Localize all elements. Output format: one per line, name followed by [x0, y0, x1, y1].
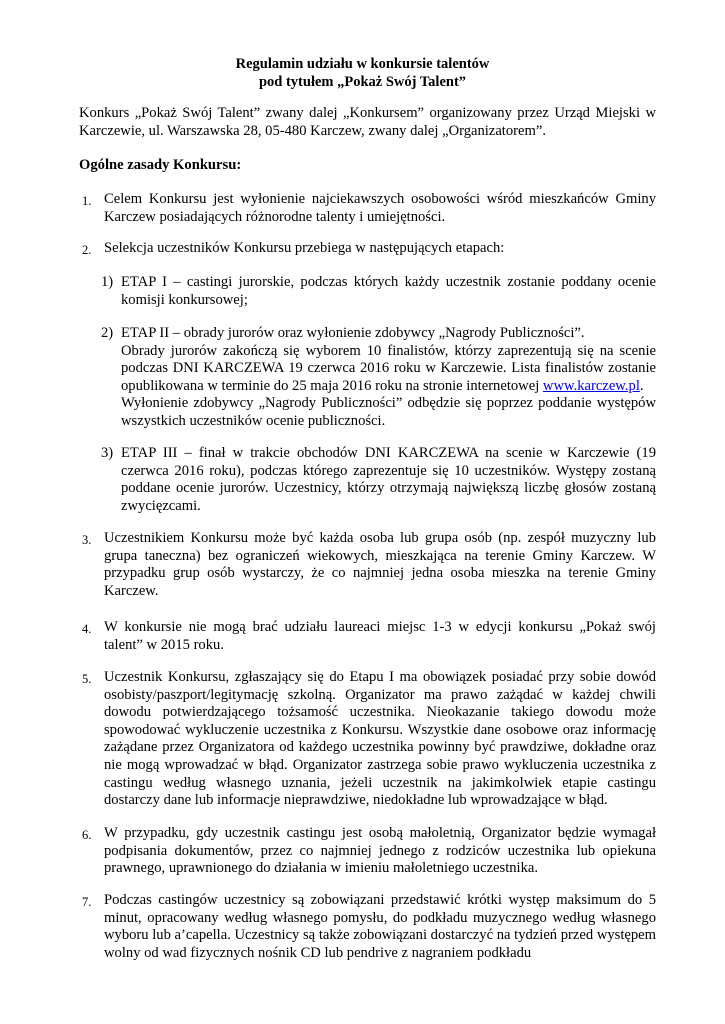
stage-paragraph	[121, 325, 656, 431]
document-title: Regulamin udziału w konkursie talentów	[235, 56, 490, 72]
item-number: 2.	[82, 243, 92, 257]
period: .	[639, 377, 644, 394]
item-number: 6.	[82, 828, 92, 842]
document-subtitle: pod tytułem „Pokaż Swój Talent”	[258, 74, 467, 90]
stage-body: Obrady jurorów zakończą się wyborem 10 finalistów, którzy zaprezentują się na scenie podczas DNI KARCZEWA 19 czerwca 2016 roku w Karczewie. Lista finalistów zostanie opublikowana w terminie do 25 maja 2016 roku na stronie internetowej	[121, 342, 656, 394]
item-number: 4.	[82, 622, 92, 636]
intro-paragraph: Konkurs „Pokaż Swój Talent” zwany dalej „Konkursem” organizowany przez Urząd Miejski w Karczewie, ul. Warszawska 28, 05-480 Karczew, zwany dalej „Organizatorem”.	[79, 105, 656, 139]
stage-number: 1)	[101, 274, 114, 290]
section-heading: Ogólne zasady Konkursu:	[79, 157, 242, 173]
item-paragraph: Uczestnikiem Konkursu może być każda osoba lub grupa osób (np. zespół muzyczny lub grupa taneczna) bez ograniczeń wiekowych, mieszkająca na terenie Gminy Karczew. W przypadku grup osób wystarczy, że co najmniej jedna osoba mieszka na terenie Gminy Karczew.	[104, 530, 656, 599]
item-number: 1.	[82, 194, 92, 208]
item-paragraph: Selekcja uczestników Konkursu przebiega w następujących etapach:	[104, 240, 505, 256]
stage-line: ETAP II – obrady jurorów oraz wyłonienie zdobywcy „Nagrody Publiczności”.	[121, 325, 585, 341]
item-number: 7.	[82, 895, 92, 909]
stage-number: 3)	[101, 445, 114, 461]
stage-text	[121, 343, 656, 396]
stage-paragraph: ETAP I – castingi jurorskie, podczas których każdy uczestnik zostanie poddany ocenie komisji konkursowej;	[121, 274, 656, 308]
stage-paragraph: ETAP III – finał w trakcie obchodów DNI KARCZEWA na scenie w Karczewie (19 czerwca 2016 roku), podczas którego zaprezentuje się 10 uczestników. Występy zostaną poddane ocenie jurorów. Uczestnicy, którzy otrzymają największą liczbę głosów zostaną zwycięzcami.	[121, 445, 656, 514]
item-number: 3.	[82, 533, 92, 547]
stage-text: Wyłonienie zdobywcy „Nagrody Publiczności” odbędzie się poprzez poddanie występów wszystkich uczestników ocenie publiczności.	[121, 395, 656, 429]
stage-number: 2)	[101, 325, 114, 341]
item-paragraph: Uczestnik Konkursu, zgłaszający się do Etapu I ma obowiązek posiadać przy sobie dowód osobisty/paszport/legitymację szkolną. Organizator ma prawo zażądać w każdej chwili dowodu potwierdzającego tożsamość uczestnika. Nieokazanie takiego dowodu może spowodować wykluczenie uczestnika z Konkursu. Wszystkie dane osobowe oraz informację zażądane przez Organizatora od każdego uczestnika powinny być prawdziwe, dokładne oraz nie mogą wprowadzać w błąd. Organizator zastrzega sobie prawo wykluczenia uczestnika z castingu według własnego uznania, jeżeli uczestnik na jakimkolwiek etapie castingu dostarczy dane lub informacje nieprawdziwe, niedokładne lub wprowadzające w błąd.	[104, 669, 656, 809]
website-link[interactable]: www.karczew.pl	[542, 377, 640, 394]
item-paragraph: W konkursie nie mogą brać udziału laureaci miejsc 1-3 w edycji konkursu „Pokaż swój talent” w 2015 roku.	[104, 619, 656, 653]
item-paragraph: Celem Konkursu jest wyłonienie najciekawszych osobowości wśród mieszkańców Gminy Karczew posiadających różnorodne talenty i umiejętności.	[104, 191, 656, 225]
item-paragraph: Podczas castingów uczestnicy są zobowiązani przedstawić krótki występ maksimum do 5 minut, opracowany według własnego pomysłu, do podkładu muzycznego według własnego wyboru lub a’capella. Uczestnicy są także zobowiązani dostarczyć na tydzień przed występem wolny od wad fizycznych nośnik CD lub pendrive z nagraniem podkładu	[104, 892, 656, 961]
item-paragraph: W przypadku, gdy uczestnik castingu jest osobą małoletnią, Organizator będzie wymagał podpisania dokumentów, przez co najmniej jednego z rodziców uczestnika lub opiekuna prawnego, uprawnionego do działania w imieniu małoletniego uczestnika.	[104, 825, 656, 877]
item-number: 5.	[82, 672, 92, 686]
